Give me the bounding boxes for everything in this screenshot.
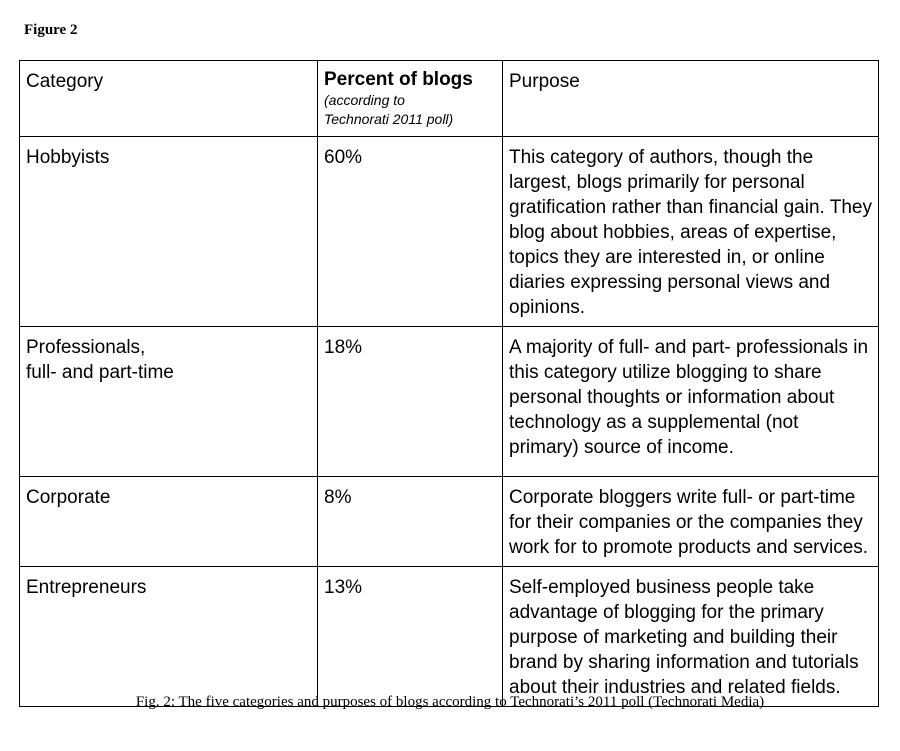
table-row [20,137,879,327]
percent-cell: 8% [318,477,503,567]
purpose-cell: Self-employed business people take advantage of blogging for the primary purpose of marketing and building their brand by sharing information and tutorials about their industries and related fields. [503,567,879,707]
figure-caption: Fig. 2: The five categories and purposes of blogs according to Technorati’s 2011 poll (Technorati Media) [135,694,765,710]
table-row [20,477,879,567]
header-percent-note-2: Technorati 2011 poll) [324,111,454,127]
table-header-row [20,61,879,137]
category-label: Professionals, [26,337,146,358]
table-row [20,327,879,477]
purpose-cell: A majority of full- and part- professionals in this category utilize blogging to share personal thoughts or information about technology as a supplemental (not primary) source of income. [503,327,879,477]
category-label: Hobbyists [26,147,110,168]
percent-cell: 18% [318,327,503,477]
header-category: Category [20,61,318,137]
category-label: Entrepreneurs [26,577,147,598]
percent-cell: 13% [318,567,503,707]
purpose-cell: This category of authors, though the largest, blogs primarily for personal gratification rather than financial gain. They blog about hobbies, areas of expertise, topics they are interested in, or online diaries expressing personal views and opinions. [503,137,879,327]
header-percent-note-1: (according to [324,92,405,108]
blog-categories-table [19,60,879,707]
header-purpose: Purpose [503,61,879,137]
header-percent [318,61,503,137]
header-percent-title: Percent of blogs [324,69,473,90]
table-row [20,567,879,707]
category-cell [20,327,318,477]
category-cell [20,477,318,567]
percent-cell: 60% [318,137,503,327]
purpose-cell: Corporate bloggers write full- or part-time for their companies or the companies they work for to promote products and services. [503,477,879,567]
category-cell [20,137,318,327]
category-cell [20,567,318,707]
category-label: Corporate [26,487,111,508]
category-label-line2: full- and part-time [26,362,174,383]
figure-label: Figure 2 [24,22,78,38]
